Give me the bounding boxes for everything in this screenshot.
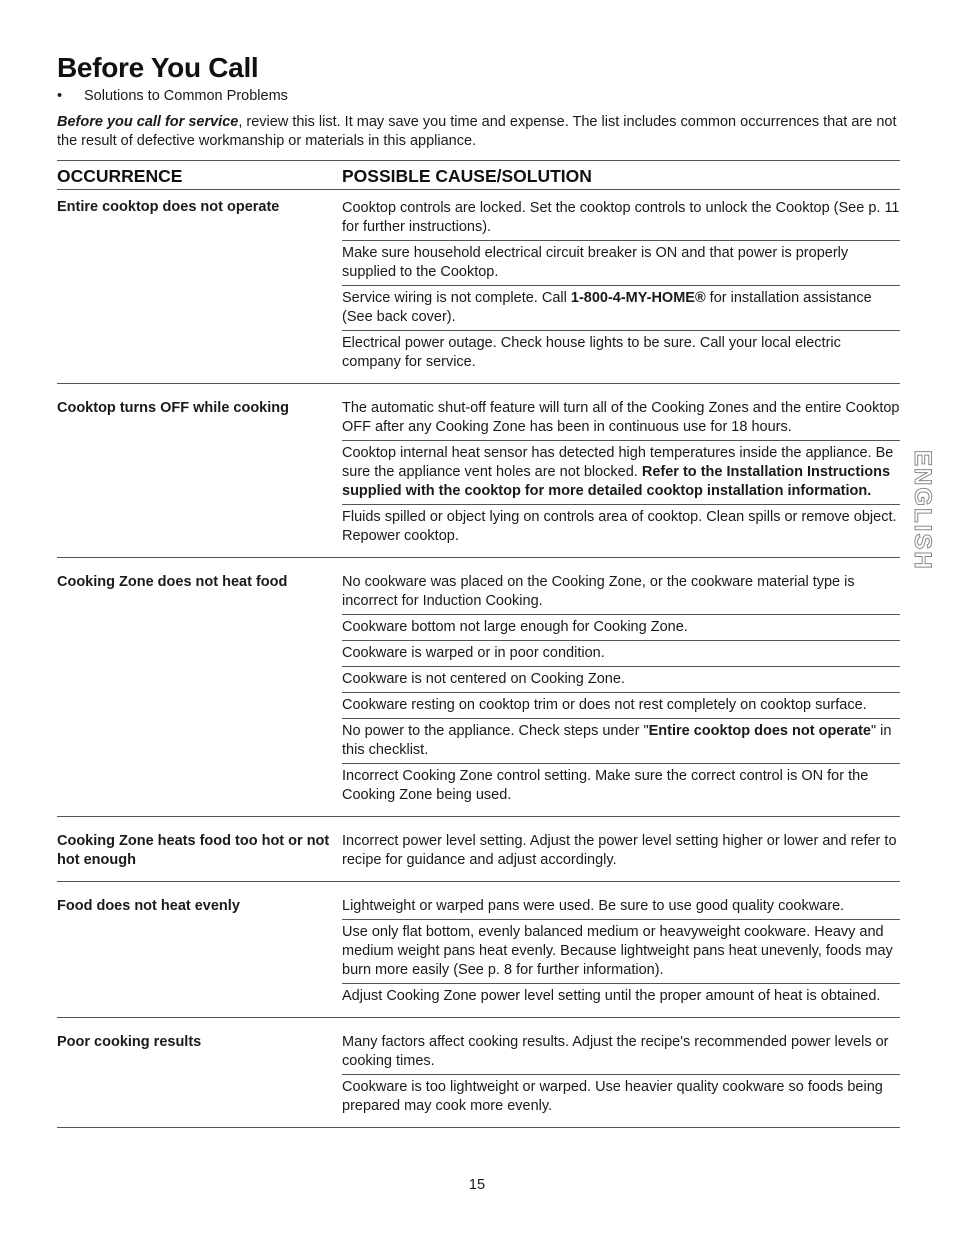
occurrence-cell: Poor cooking results: [57, 1034, 202, 1050]
solution-item: No cookware was placed on the Cooking Zone, or the cookware material type is incorrect for Induction Cooking.: [342, 570, 900, 615]
language-tab: ENGLISH: [909, 450, 936, 571]
solution-item: Incorrect Cooking Zone control setting. Make sure the correct control is ON for the Cooking Zone being used.: [342, 768, 869, 803]
occurrence-header: OCCURRENCE: [57, 166, 183, 186]
intro-paragraph: [57, 113, 902, 151]
solution-item: No power to the appliance. Check steps under "Entire cooktop does not operate" in this checklist.: [342, 719, 900, 764]
subtitle-line: [57, 88, 288, 104]
occurrence-cell: Food does not heat evenly: [57, 898, 240, 914]
solutions-cell: [342, 190, 900, 383]
occurrence-cell: Cooktop turns OFF while cooking: [57, 400, 289, 416]
troubleshooting-table: [57, 160, 900, 1128]
solution-item: Cookware bottom not large enough for Cooking Zone.: [342, 615, 900, 641]
solution-item: Use only flat bottom, evenly balanced medium or heavyweight cookware. Heavy and medium weight pans heat evenly. Because lightweight pans heat unevenly, foods may burn more easily (See p. 8 for further information).: [342, 920, 900, 984]
solutions-cell: [342, 882, 900, 1017]
intro-text: , review this list. It may save you time and expense. The list includes common occurrences that are not the result of defective workmanship or materials in this appliance.: [57, 114, 897, 149]
table-body: [57, 190, 900, 1128]
solution-header: POSSIBLE CAUSE/SOLUTION: [342, 166, 592, 186]
solution-item: Incorrect power level setting. Adjust the power level setting higher or lower and refer to recipe for guidance and adjust accordingly.: [342, 833, 897, 868]
solution-item: Cookware is too lightweight or warped. Use heavier quality cookware so foods being prepared may cook more evenly.: [342, 1079, 883, 1114]
solutions-cell: [342, 384, 900, 557]
occurrence-cell: Cooking Zone does not heat food: [57, 574, 288, 590]
page-number: 15: [468, 1177, 486, 1193]
solution-item: The automatic shut-off feature will turn all of the Cooking Zones and the entire Cooktop OFF after any Cooking Zone has been in continuous use for 18 hours.: [342, 396, 900, 441]
solution-item: Cookware is warped or in poor condition.: [342, 641, 900, 667]
solution-item: Electrical power outage. Check house lights to be sure. Call your local electric company for service.: [342, 335, 841, 370]
solution-item: Fluids spilled or object lying on controls area of cooktop. Clean spills or remove object. Repower cooktop.: [342, 509, 897, 544]
table-row: [57, 558, 900, 817]
table-row: [57, 1018, 900, 1128]
solution-item: Cookware resting on cooktop trim or does not rest completely on cooktop surface.: [342, 693, 900, 719]
solutions-cell: [342, 558, 900, 816]
page-title: Before You Call: [57, 52, 259, 83]
solution-item: Adjust Cooking Zone power level setting until the proper amount of heat is obtained.: [342, 988, 881, 1004]
solution-item: Service wiring is not complete. Call 1-800-4-MY-HOME® for installation assistance (See back cover).: [342, 286, 900, 331]
table-header: [57, 161, 900, 190]
solution-item: Cooktop controls are locked. Set the cooktop controls to unlock the Cooktop (See p. 11 for further instructions).: [342, 196, 900, 241]
solution-item: Lightweight or warped pans were used. Be sure to use good quality cookware.: [342, 894, 900, 920]
table-row: [57, 190, 900, 384]
solutions-cell: [342, 817, 900, 881]
table-row: [57, 882, 900, 1018]
subtitle: Solutions to Common Problems: [84, 88, 288, 104]
intro-lead: Before you call for service: [57, 114, 239, 130]
bullet-icon: •: [57, 88, 63, 104]
solutions-cell: [342, 1018, 900, 1127]
occurrence-cell: Cooking Zone heats food too hot or not hot enough: [57, 833, 330, 868]
solution-item: Cooktop internal heat sensor has detected high temperatures inside the appliance. Be sure the appliance vent holes are not blocked. Refer to the Installation Instructions supplied with the cooktop for more detailed cooktop installation information.: [342, 441, 900, 505]
table-row: [57, 384, 900, 558]
table-row: [57, 817, 900, 882]
solution-item: Cookware is not centered on Cooking Zone.: [342, 667, 900, 693]
occurrence-cell: Entire cooktop does not operate: [57, 199, 280, 215]
solution-item: Many factors affect cooking results. Adjust the recipe's recommended power levels or cooking times.: [342, 1030, 900, 1075]
solution-item: Make sure household electrical circuit breaker is ON and that power is properly supplied to the Cooktop.: [342, 241, 900, 286]
